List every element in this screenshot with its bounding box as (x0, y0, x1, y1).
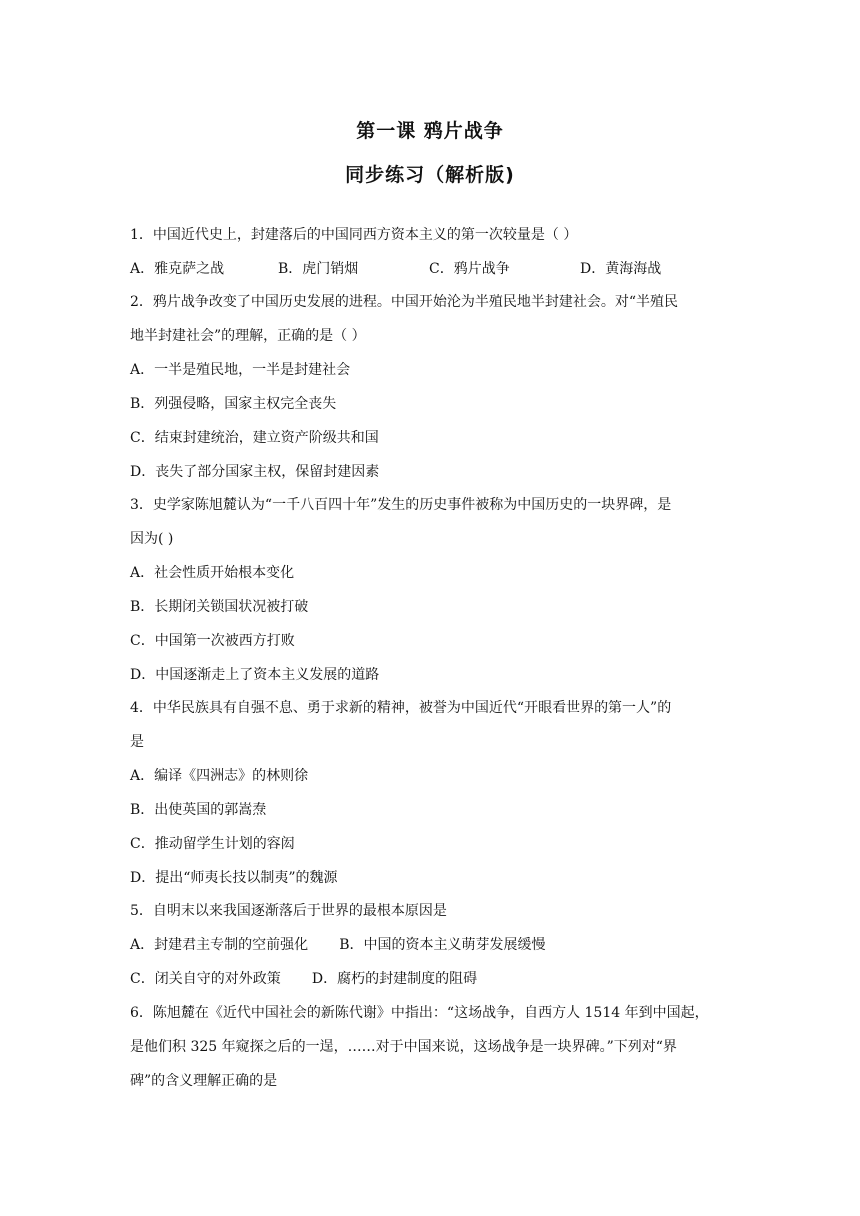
question-4-stem-line-2: 是 (130, 734, 144, 750)
question-6-stem-line-2: 是他们积 325 年窥探之后的一逞，……对于中国来说，这场战争是一块界碑。”下列对“界 (130, 1039, 677, 1055)
question-2-option-c: C．结束封建统治，建立资产阶级共和国 (130, 430, 379, 446)
question-1-option-a: A．雅克萨之战 (130, 261, 225, 277)
question-3-option-a: A．社会性质开始根本变化 (130, 565, 295, 581)
question-2-stem-line-1: 2．鸦片战争改变了中国历史发展的进程。中国开始沦为半殖民地半封建社会。对“半殖民 (130, 294, 679, 310)
question-3-stem-line-1: 3．史学家陈旭麓认为“一千八百四十年”发生的历史事件被称为中国历史的一块界碑，是 (130, 497, 672, 513)
question-2-option-b: B．列强侵略，国家主权完全丧失 (130, 396, 337, 412)
document-subtitle: 同步练习（解析版) (345, 164, 515, 186)
question-2-stem-line-2: 地半封建社会”的理解，正确的是（ ） (130, 328, 366, 344)
question-4-option-a: A．编译《四洲志》的林则徐 (130, 768, 309, 784)
question-5-stem: 5．自明末以来我国逐渐落后于世界的最根本原因是 (130, 903, 447, 919)
question-1-option-d: D．黄海海战 (580, 261, 662, 277)
question-2-option-a: A．一半是殖民地，一半是封建社会 (130, 362, 351, 378)
question-3-option-d: D．中国逐渐走上了资本主义发展的道路 (130, 667, 380, 683)
question-4-option-c: C．推动留学生计划的容闳 (130, 836, 295, 852)
question-5-options-line-2: C．闭关自守的对外政策 D．腐朽的封建制度的阻碍 (130, 971, 478, 987)
question-3-option-c: C．中国第一次被西方打败 (130, 633, 295, 649)
question-6-stem-line-3: 碑”的含义理解正确的是 (130, 1073, 278, 1089)
question-4-stem-line-1: 4．中华民族具有自强不息、勇于求新的精神，被誉为中国近代“开眼看世界的第一人”的 (130, 700, 672, 716)
question-6-stem-line-1: 6．陈旭麓在《近代中国社会的新陈代谢》中指出：“这场战争，自西方人 1514 年到中国起， (130, 1005, 709, 1021)
question-3-stem-line-2: 因为( ) (130, 531, 174, 547)
question-4-option-d: D．提出“师夷长技以制夷”的魏源 (130, 870, 338, 886)
question-1-option-b: B．虎门销烟 (278, 261, 359, 277)
question-5-options-line-1: A．封建君主专制的空前强化 B．中国的资本主义萌芽发展缓慢 (130, 937, 546, 953)
question-3-option-b: B．长期闭关锁国状况被打破 (130, 599, 309, 615)
question-4-option-b: B．出使英国的郭嵩焘 (130, 802, 267, 818)
question-1-stem: 1．中国近代史上，封建落后的中国同西方资本主义的第一次较量是（ ） (130, 227, 578, 243)
question-1-option-c: C．鸦片战争 (429, 261, 510, 277)
question-2-option-d: D．丧失了部分国家主权，保留封建因素 (130, 464, 380, 480)
document-title: 第一课 鸦片战争 (356, 120, 504, 142)
